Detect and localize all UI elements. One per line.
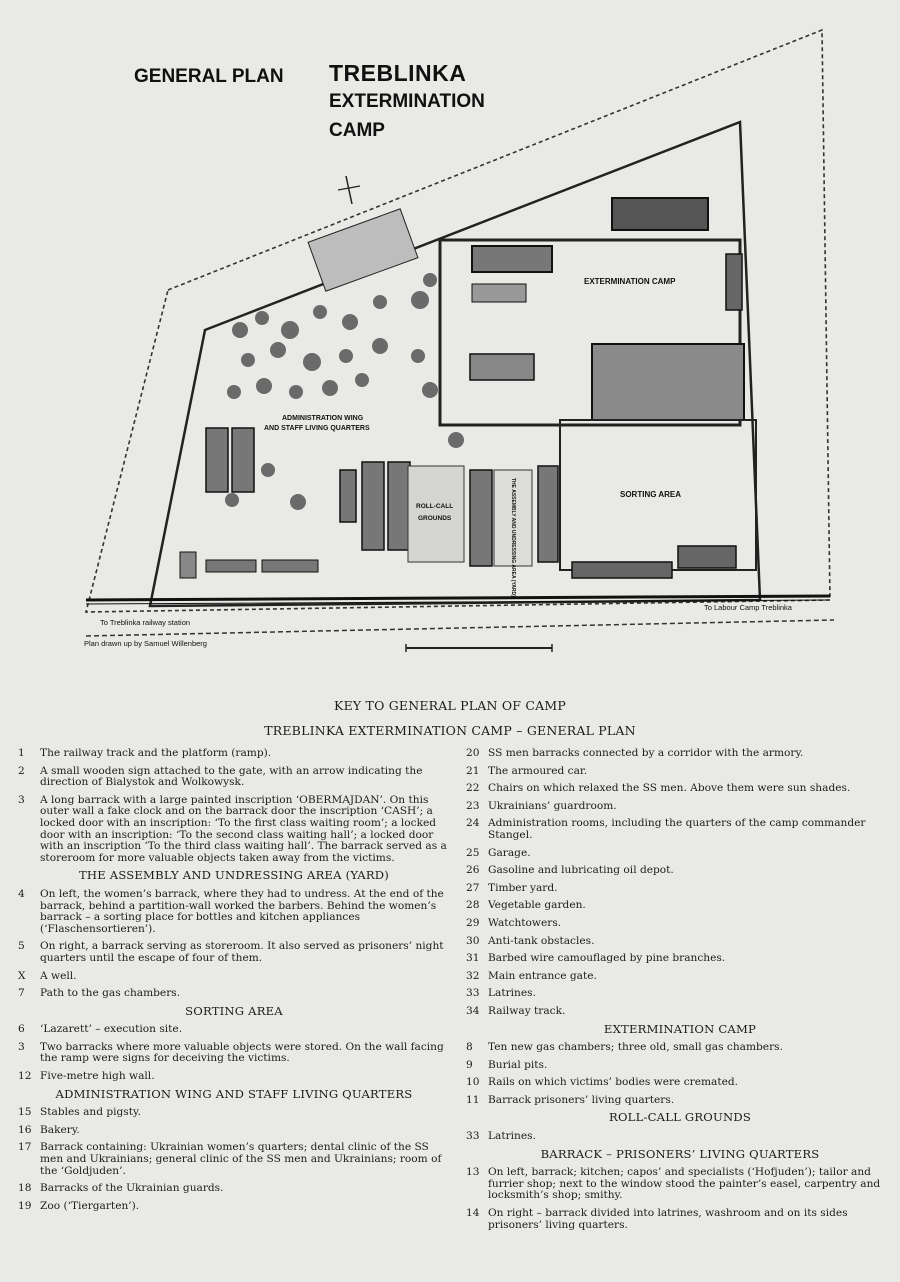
ukrainian-barrack-2 <box>232 428 254 492</box>
label-rollcall-2: GROUNDS <box>418 515 452 522</box>
valuables-barrack <box>678 546 736 568</box>
ss-barrack <box>340 470 356 522</box>
key-item <box>18 795 450 865</box>
key-item-number: 26 <box>466 864 480 877</box>
key-item-number: 12 <box>18 1070 32 1083</box>
label-assembly-area: THE ASSEMBLY AND UNDRESSING AREA (YARD) <box>510 478 516 597</box>
map-title-extermination: EXTERMINATION <box>329 91 485 112</box>
key-item <box>18 1107 450 1119</box>
key-item-number: 6 <box>18 1023 25 1036</box>
key-item <box>466 1060 894 1072</box>
key-item-text: Ukrainians’ guardroom. <box>488 799 617 812</box>
key-item <box>466 766 894 778</box>
list-left-assembly <box>18 889 450 1000</box>
key-item <box>18 748 450 760</box>
key-item-text: Barbed wire camouflaged by pine branches. <box>488 952 726 965</box>
key-item-text: Chairs on which relaxed the SS men. Above them were sun shades. <box>488 782 851 795</box>
bakery <box>206 560 256 572</box>
key-item-text: A well. <box>40 969 77 982</box>
key-item-number: 27 <box>466 881 480 894</box>
key-item-text: Latrines. <box>488 1130 536 1143</box>
map-title-general-plan: GENERAL PLAN <box>134 66 284 87</box>
section-heading-assembly: THE ASSEMBLY AND UNDRESSING AREA (YARD) <box>78 868 390 883</box>
key-item-text: Bakery. <box>40 1123 80 1136</box>
key-item-number: 17 <box>18 1141 32 1154</box>
key-column-left <box>18 748 450 1218</box>
gas-chambers-building <box>612 198 708 230</box>
rollcall-grounds <box>408 466 464 562</box>
key-item-number: 21 <box>466 764 480 777</box>
key-item-number: 5 <box>18 940 25 953</box>
key-item-text: The armoured car. <box>488 764 588 777</box>
key-item <box>466 883 894 895</box>
list-right-extermination <box>466 1042 894 1106</box>
key-item-number: 22 <box>466 782 480 795</box>
key-item-text: Five-metre high wall. <box>40 1070 155 1083</box>
section-heading-rollcall: ROLL-CALL GROUNDS <box>609 1110 751 1125</box>
key-item-text: Two barracks where more valuable objects were stored. On the wall facing the ramp were signs for deceiving the victims. <box>40 1040 444 1065</box>
key-item <box>466 818 894 841</box>
key-item-number: 24 <box>466 817 480 830</box>
key-item-text: A small wooden sign attached to the gate, with an arrow indicating the direction of Bialystok and Wolkowysk. <box>40 764 423 789</box>
key-item-number: 14 <box>466 1207 480 1220</box>
section-heading-extermination: EXTERMINATION CAMP <box>603 1021 757 1036</box>
map-title-treblinka: TREBLINKA <box>329 60 467 86</box>
key-item-text: Gasoline and lubricating oil depot. <box>488 864 674 877</box>
key-item-number: 8 <box>466 1041 473 1054</box>
label-admin-wing-1: ADMINISTRATION WING <box>282 415 364 422</box>
key-item-number: 11 <box>466 1093 480 1106</box>
prisoners-barrack-left <box>362 462 384 550</box>
key-subtitle: TREBLINKA EXTERMINATION CAMP – GENERAL PLAN <box>264 723 636 738</box>
key-item <box>466 865 894 877</box>
key-item-text: Garage. <box>488 846 531 859</box>
key-item-number: 9 <box>466 1058 473 1071</box>
key-item <box>18 1071 450 1083</box>
key-item <box>466 953 894 965</box>
label-admin-wing-2: AND STAFF LIVING QUARTERS <box>264 425 370 432</box>
key-item <box>18 988 450 1000</box>
list-left-admin <box>18 1107 450 1212</box>
map-title-camp: CAMP <box>329 120 385 141</box>
key-column-right <box>466 748 894 1237</box>
key-title: KEY TO GENERAL PLAN OF CAMP <box>334 698 566 713</box>
key-item <box>466 1167 894 1202</box>
key-item <box>18 941 450 964</box>
key-item <box>466 1077 894 1089</box>
key-item-number: 33 <box>466 987 480 1000</box>
key-item-text: On right, a barrack serving as storeroom. It also served as prisoners’ night quarters until the escape of four of them. <box>40 940 444 964</box>
key-item-text: A long barrack with a large painted inscription ‘OBERMAJDAN’. On this outer wall a fake clock and on the barrack door the inscription ‘CASH’; a locked door with an inscription: ‘To the first class waiting room’; a locked door with an inscription: ‘To the second class waiting hall’; a locked door with an inscription ‘To the third class waiting hall’. The barrack served as a storeroom for more valuable objects taken away from the victims. <box>40 793 447 864</box>
key-item <box>18 766 450 789</box>
key-item-number: 4 <box>18 887 25 900</box>
key-item-number: 29 <box>466 916 480 929</box>
womens-barrack <box>470 470 492 566</box>
key-item <box>466 783 894 795</box>
key-item <box>18 1183 450 1195</box>
label-extermination-camp: EXTERMINATION CAMP <box>584 277 676 286</box>
obermajdan-barrack <box>572 562 672 578</box>
key-item <box>18 1024 450 1036</box>
key-item-number: 32 <box>466 969 480 982</box>
key-item-text: Latrines. <box>488 987 536 1000</box>
key-item <box>466 801 894 813</box>
label-to-labour-camp: To Labour Camp Treblinka <box>704 603 792 612</box>
cremation-rails <box>472 284 526 302</box>
key-item-text: Administration rooms, including the quarters of the camp commander Stangel. <box>488 817 866 841</box>
key-item <box>466 1095 894 1107</box>
key-item-number: 18 <box>18 1182 32 1195</box>
key-item-number: 16 <box>18 1123 32 1136</box>
scale-bar <box>406 644 552 652</box>
key-item-text: Ten new gas chambers; three old, small gas chambers. <box>488 1041 783 1054</box>
key-item-number: 20 <box>466 747 480 759</box>
key-item-number: 33 <box>466 1130 480 1143</box>
list-left-intro <box>18 748 450 864</box>
key-item <box>18 1125 450 1137</box>
key-item-text: The railway track and the platform (ramp). <box>40 747 272 759</box>
list-right-items <box>466 748 894 1018</box>
key-item-number: X <box>18 969 26 982</box>
vegetable-garden <box>308 209 418 291</box>
key-item <box>18 1201 450 1213</box>
list-right-rollcall <box>466 1131 894 1143</box>
key-item-number: 3 <box>18 793 25 806</box>
key-item-text: Vegetable garden. <box>488 899 586 912</box>
section-heading-sorting: SORTING AREA <box>185 1003 283 1018</box>
key-item-number: 23 <box>466 799 480 812</box>
stables <box>262 560 318 572</box>
key-item-text: Stables and pigsty. <box>40 1106 141 1119</box>
key-item-text: Timber yard. <box>488 881 558 894</box>
key-item <box>466 1131 894 1143</box>
label-rollcall-1: ROLL-CALL <box>416 503 454 510</box>
key-item-number: 2 <box>18 764 25 777</box>
barbed-wire-line <box>86 620 834 636</box>
key-item <box>466 1006 894 1018</box>
key-item-number: 15 <box>18 1106 32 1119</box>
label-sorting-area: SORTING AREA <box>620 490 682 499</box>
key-item-text: Rails on which victims’ bodies were cremated. <box>488 1076 738 1089</box>
key-item-number: 34 <box>466 1004 480 1017</box>
key-item <box>466 900 894 912</box>
key-item <box>18 971 450 983</box>
key-item-text: Zoo (‘Tiergarten’). <box>40 1199 140 1212</box>
key-item <box>18 1042 450 1065</box>
key-item-text: On left, barrack; kitchen; capos’ and specialists (‘Hofjuden’); tailor and furrier shop; next to the window stood the painter’s easel, carpentry and locksmith’s shop; smithy. <box>488 1166 881 1202</box>
key-item-number: 19 <box>18 1199 32 1212</box>
list-left-sorting <box>18 1024 450 1082</box>
key-item <box>466 1042 894 1054</box>
key-item-text: Burial pits. <box>488 1058 548 1071</box>
key-item <box>466 918 894 930</box>
storeroom-barrack <box>538 466 558 562</box>
key-item-number: 1 <box>18 747 25 759</box>
list-right-barrack <box>466 1167 894 1231</box>
prisoners-barrack-right <box>388 462 410 550</box>
key-item-text: Path to the gas chambers. <box>40 987 181 1000</box>
key-item-number: 30 <box>466 934 480 947</box>
key-item-text: ‘Lazarett’ – execution site. <box>40 1023 183 1036</box>
key-item-text: SS men barracks connected by a corridor with the armory. <box>488 747 804 759</box>
key-item-number: 25 <box>466 846 480 859</box>
key-item-text: Watchtowers. <box>488 916 562 929</box>
label-drawn-by: Plan drawn up by Samuel Willenberg <box>84 639 207 648</box>
key-item-number: 31 <box>466 952 480 965</box>
key-item-number: 28 <box>466 899 480 912</box>
north-arrow-icon <box>338 176 360 204</box>
sun-chairs-building <box>470 354 534 380</box>
key-item-text: Railway track. <box>488 1004 566 1017</box>
key-item-text: Barrack prisoners’ living quarters. <box>488 1093 675 1106</box>
zoo <box>180 552 196 578</box>
gas-chambers-old <box>472 246 552 272</box>
key-item <box>18 889 450 935</box>
burial-pit <box>592 344 744 420</box>
key-item <box>466 936 894 948</box>
prisoners-barrack-ext <box>726 254 742 310</box>
key-item-text: Anti-tank obstacles. <box>488 934 595 947</box>
key-item-text: On right – barrack divided into latrines, washroom and on its sides prisoners’ living quarters. <box>488 1207 848 1231</box>
key-item <box>466 971 894 983</box>
key-item-text: Barrack containing: Ukrainian women’s quarters; dental clinic of the SS men and Ukrainians; general clinic of the SS men and Ukrainians; room of the ‘Goldjuden’. <box>40 1141 442 1177</box>
key-item-number: 7 <box>18 987 25 1000</box>
label-to-railway-station: To Treblinka railway station <box>100 618 191 627</box>
ukrainian-barrack-1 <box>206 428 228 492</box>
key-item-number: 3 <box>18 1040 25 1053</box>
section-heading-admin: ADMINISTRATION WING AND STAFF LIVING QUARTERS <box>55 1086 413 1101</box>
key-item <box>466 1208 894 1231</box>
key-item <box>18 1142 450 1177</box>
key-item-number: 10 <box>466 1076 480 1089</box>
key-item-text: Barracks of the Ukrainian guards. <box>40 1182 224 1195</box>
section-heading-barrack: BARRACK – PRISONERS’ LIVING QUARTERS <box>540 1146 820 1161</box>
key-item-text: On left, the women’s barrack, where they had to undress. At the end of the barrack, behind a partition-wall worked the barbers. Behind the women’s barrack – a sorting place for bottles and kitchen appliances (‘Flaschensortieren’). <box>40 887 444 935</box>
key-item <box>466 748 894 760</box>
key-item <box>466 848 894 860</box>
key-item <box>466 988 894 1000</box>
key-item-number: 13 <box>466 1166 480 1179</box>
key-item-text: Main entrance gate. <box>488 969 597 982</box>
